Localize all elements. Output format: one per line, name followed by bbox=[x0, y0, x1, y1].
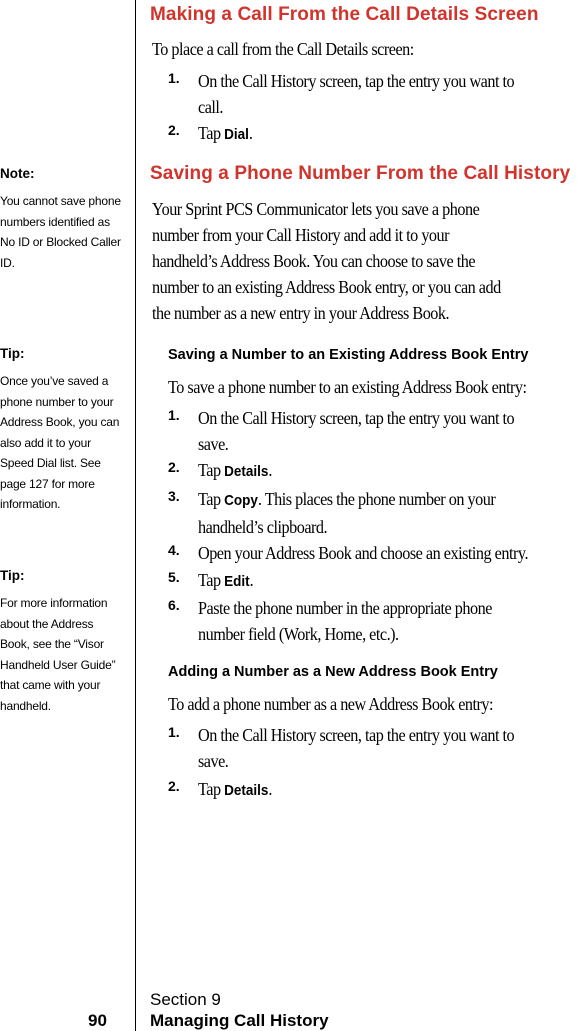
footer-section-label: Section 9 bbox=[150, 990, 221, 1009]
page-number: 90 bbox=[88, 1011, 107, 1030]
section-paragraph: Your Sprint PCS Communicator lets you save a phone number from your Call History and add it to your handheld’s Address Book. You can choose to save the number to an existing Address Book entry, or you can add the number as a new entry in your Address Book. bbox=[152, 199, 501, 323]
section-intro: To place a call from the Call Details screen: bbox=[152, 39, 414, 59]
tip-label: Tip: bbox=[0, 568, 25, 583]
subsection-intro: To add a phone number as a new Address Book entry: bbox=[168, 694, 494, 714]
subsection-intro: To save a phone number to an existing Address Book entry: bbox=[168, 377, 527, 397]
note-text: You cannot save phone numbers identified as No ID or Blocked Caller ID. bbox=[0, 194, 121, 270]
section-heading: Saving a Phone Number From the Call History bbox=[150, 163, 571, 184]
subsection-heading: Adding a Number as a New Address Book Entry bbox=[168, 664, 498, 680]
section-heading: Making a Call From the Call Details Screen bbox=[150, 4, 539, 25]
ui-term: Details bbox=[224, 463, 269, 480]
footer-chapter-title: Managing Call History bbox=[150, 1011, 329, 1030]
tip-sidebar-2 bbox=[0, 568, 130, 716]
ui-term: Edit bbox=[224, 573, 250, 590]
ui-term: Dial bbox=[224, 126, 249, 143]
ui-term: Copy bbox=[224, 492, 258, 509]
tip-label: Tip: bbox=[0, 346, 25, 361]
note-label: Note: bbox=[0, 166, 35, 181]
tip-sidebar-1 bbox=[0, 346, 130, 515]
ui-term: Details bbox=[224, 782, 269, 799]
tip-text: Once you’ve saved a phone number to your Address Book, you can also add it to your Speed Dial list. See page 127 for more information. bbox=[0, 374, 120, 511]
tip-text: For more information about the Address Book, see the “Visor Handheld User Guide” that came with your handheld. bbox=[0, 596, 116, 713]
subsection-heading: Saving a Number to an Existing Address Book Entry bbox=[168, 347, 529, 363]
column-divider bbox=[135, 0, 136, 1031]
note-sidebar bbox=[0, 166, 130, 273]
